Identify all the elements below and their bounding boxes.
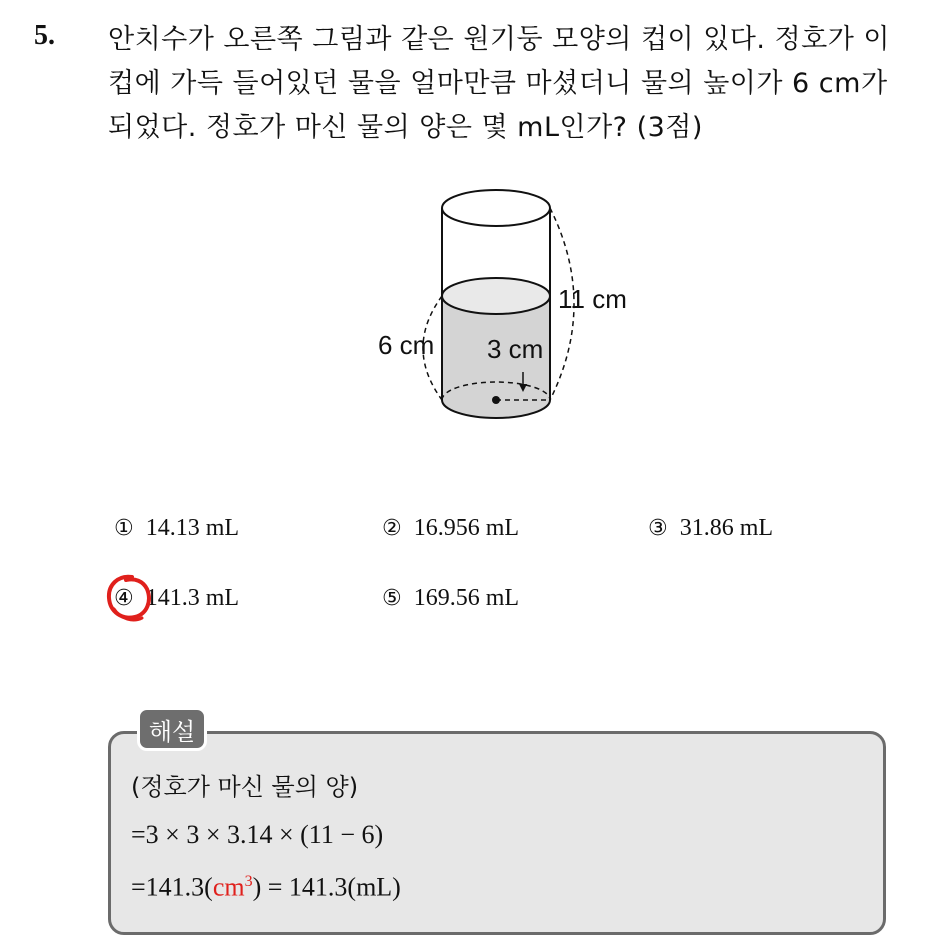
choice-3-number: ③ — [648, 516, 668, 541]
label-6cm: 6 cm — [378, 330, 435, 360]
choice-5-text: 169.56 mL — [413, 585, 520, 611]
cylinder-diagram — [360, 178, 650, 438]
choice-2-number: ② — [382, 516, 402, 541]
explanation-line-3-end: ) = 141.3(mL) — [252, 872, 401, 902]
choice-5[interactable] — [382, 585, 519, 612]
choice-1[interactable] — [114, 515, 239, 542]
cylinder-figure — [360, 178, 650, 438]
choice-4-number: ④ — [114, 586, 134, 611]
explanation-line-3 — [131, 858, 401, 911]
question-number: 5. — [34, 20, 55, 51]
choice-3[interactable] — [648, 515, 773, 542]
choice-2-text: 16.956 mL — [413, 515, 520, 541]
answer-circle-mark — [102, 571, 156, 625]
question-line-3: 되었다. 정호가 마신 물의 양은 몇 mL인가? (3점) — [108, 112, 703, 143]
explanation-line-2: =3 × 3 × 3.14 × (11 − 6) — [131, 820, 384, 849]
choice-1-number: ① — [114, 516, 134, 541]
choice-2[interactable] — [382, 515, 519, 542]
label-3cm: 3 cm — [487, 334, 544, 364]
unit-cm: cm — [212, 872, 245, 902]
label-11cm: 11 cm — [558, 284, 627, 314]
choice-3-text: 31.86 mL — [679, 515, 774, 541]
question-text — [108, 18, 910, 150]
question-line-1: 안치수가 오른쪽 그림과 같은 원기둥 모양의 컵이 있다. 정호가 이 — [108, 24, 890, 55]
unit-superscript: 3 — [244, 873, 253, 890]
explanation-line-1: (정호가 마신 물의 양) — [131, 773, 359, 801]
choice-1-text: 14.13 mL — [145, 515, 240, 541]
water-surface — [442, 278, 550, 314]
explanation-tag: 해설 — [137, 707, 207, 751]
choice-4-text: 141.3 mL — [145, 585, 240, 611]
question-line-2: 컵에 가득 들어있던 물을 얼마만큼 마셨더니 물의 높이가 6 cm가 — [108, 68, 888, 99]
explanation-line-3-start: =141.3( — [131, 872, 213, 902]
cup-top-rim — [442, 190, 550, 226]
choice-4[interactable] — [114, 585, 239, 612]
choice-5-number: ⑤ — [382, 586, 402, 611]
explanation-text — [131, 764, 401, 911]
